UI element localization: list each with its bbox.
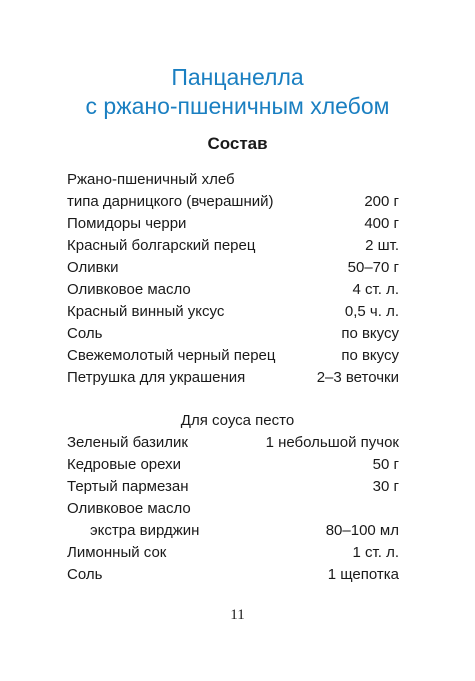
- ingredient-name: Петрушка для украшения: [67, 369, 246, 386]
- ingredient-qty: 50 г: [372, 456, 399, 473]
- ingredient-name: Ржано-пшеничный хлеб: [67, 171, 235, 188]
- ingredient-name: Зеленый базилик: [67, 434, 188, 451]
- ingredient-name: Оливковое масло: [67, 281, 191, 298]
- sauce-ingredient-row: [67, 454, 399, 476]
- ingredient-qty: 2 шт.: [365, 237, 399, 254]
- sauce-ingredient-row: [67, 542, 399, 564]
- section-heading: Состав: [207, 134, 268, 153]
- ingredient-qty: 400 г: [364, 215, 399, 232]
- ingredient-qty: 1 щепотка: [327, 566, 399, 583]
- ingredient-qty: 4 ст. л.: [352, 281, 399, 298]
- ingredient-row: [67, 191, 399, 213]
- sauce-ingredient-row: [67, 476, 399, 498]
- ingredient-qty: 0,5 ч. л.: [344, 303, 399, 320]
- ingredient-row: [67, 301, 399, 323]
- ingredient-row: [67, 213, 399, 235]
- ingredient-row: [67, 345, 399, 367]
- recipe-title-line-1: Панцанелла: [171, 64, 304, 90]
- ingredient-row: [67, 257, 399, 279]
- ingredient-qty: по вкусу: [341, 325, 399, 342]
- recipe-title-line-2: с ржано-пшеничным хлебом: [85, 93, 390, 119]
- ingredient-name: Тертый пармезан: [67, 478, 189, 495]
- ingredient-qty: 200 г: [364, 193, 399, 210]
- ingredient-name: Красный болгарский перец: [67, 237, 256, 254]
- ingredient-name: Соль: [67, 325, 103, 342]
- ingredient-qty: 1 ст. л.: [352, 544, 399, 561]
- ingredient-name: Кедровые орехи: [67, 456, 182, 473]
- sauce-ingredient-row: [67, 520, 399, 542]
- ingredient-name: Свежемолотый черный перец: [67, 347, 276, 364]
- ingredient-name: Красный винный уксус: [67, 303, 225, 320]
- ingredient-name: экстра вирджин: [90, 522, 200, 539]
- sauce-ingredient-row: [67, 432, 399, 454]
- ingredient-row: [67, 169, 399, 191]
- ingredient-qty: 80–100 мл: [325, 522, 399, 539]
- ingredient-row: [67, 367, 399, 389]
- page-number: 11: [230, 607, 245, 623]
- ingredient-qty: 2–3 веточки: [316, 369, 399, 386]
- sauce-subheading: Для соуса песто: [180, 412, 295, 429]
- ingredient-name: Лимонный сок: [67, 544, 167, 561]
- ingredient-qty: 1 небольшой пучок: [265, 434, 399, 451]
- ingredient-name: типа дарницкого (вчерашний): [67, 193, 274, 210]
- sauce-ingredient-row: [67, 564, 399, 586]
- ingredient-qty: 30 г: [372, 478, 399, 495]
- sauce-ingredient-row: [67, 498, 399, 520]
- ingredient-name: Оливки: [67, 259, 119, 276]
- ingredient-name: Оливковое масло: [67, 500, 191, 517]
- ingredient-row: [67, 279, 399, 301]
- ingredient-row: [67, 235, 399, 257]
- ingredient-qty: по вкусу: [341, 347, 399, 364]
- ingredient-name: Соль: [67, 566, 103, 583]
- ingredient-row: [67, 323, 399, 345]
- ingredient-qty: 50–70 г: [347, 259, 399, 276]
- ingredient-name: Помидоры черри: [67, 215, 187, 232]
